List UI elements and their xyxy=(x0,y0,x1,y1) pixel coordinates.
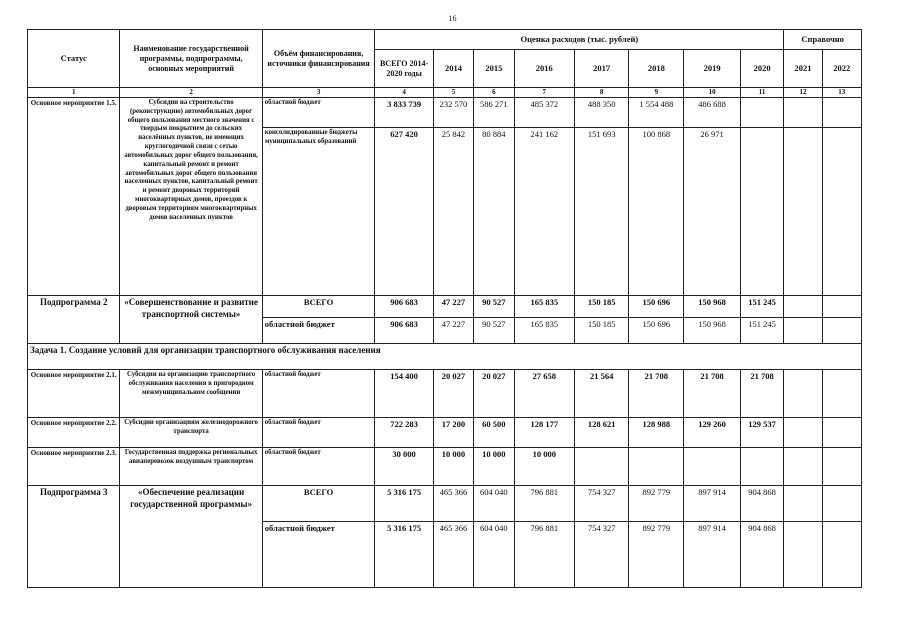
value-cell: 20 027 xyxy=(474,370,514,418)
value-cell: 128 988 xyxy=(629,418,684,448)
column-number: 6 xyxy=(474,88,514,98)
value-cell: 10 000 xyxy=(474,448,514,486)
table-row xyxy=(28,98,862,128)
value-cell xyxy=(784,418,822,448)
value-cell xyxy=(684,448,740,486)
value-cell: 47 227 xyxy=(433,296,473,318)
value-cell: 128 177 xyxy=(514,418,575,448)
row-status: Основное мероприятие 1.5. xyxy=(28,98,120,296)
column-number: 8 xyxy=(575,88,629,98)
column-number: 12 xyxy=(784,88,822,98)
column-number: 13 xyxy=(822,88,861,98)
value-cell: 151 245 xyxy=(740,296,784,318)
header-year: 2016 xyxy=(514,50,575,88)
value-cell xyxy=(784,318,822,344)
value-cell xyxy=(740,98,784,128)
value-cell xyxy=(784,486,822,522)
value-cell: 892 779 xyxy=(629,522,684,588)
value-cell xyxy=(822,318,861,344)
value-cell: 796 881 xyxy=(514,522,575,588)
column-number: 1 xyxy=(28,88,120,98)
row-name: «Обеспечение реализации государственной программы» xyxy=(120,486,262,588)
row-status: Основное мероприятие 2.1. xyxy=(28,370,120,418)
value-cell xyxy=(784,98,822,128)
value-cell: 26 971 xyxy=(684,128,740,296)
row-status: Основное мероприятие 2.2. xyxy=(28,418,120,448)
value-cell: 604 040 xyxy=(474,486,514,522)
table-row xyxy=(28,296,862,318)
header-year: 2015 xyxy=(474,50,514,88)
value-cell xyxy=(822,522,861,588)
row-name: «Совершенствование и развитие транспортной системы» xyxy=(120,296,262,344)
table-row xyxy=(28,418,862,448)
task-row xyxy=(28,344,862,370)
value-cell xyxy=(822,448,861,486)
value-cell: 232 570 xyxy=(433,98,473,128)
column-number-row xyxy=(28,88,862,98)
value-cell: 165 835 xyxy=(514,318,575,344)
value-cell: 21 564 xyxy=(575,370,629,418)
value-cell: 60 500 xyxy=(474,418,514,448)
value-cell: 488 350 xyxy=(575,98,629,128)
value-cell: 485 372 xyxy=(514,98,575,128)
value-cell: 150 185 xyxy=(575,318,629,344)
value-cell: 27 658 xyxy=(514,370,575,418)
value-cell: 150 185 xyxy=(575,296,629,318)
row-name: Субсидии организациям железнодорожного транспорта xyxy=(120,418,262,448)
value-cell xyxy=(822,418,861,448)
header-year: 2020 xyxy=(740,50,784,88)
value-cell: 25 842 xyxy=(433,128,473,296)
header-year: 2021 xyxy=(784,50,822,88)
funding-source: областной бюджет xyxy=(262,522,375,588)
funding-source: областной бюджет xyxy=(262,318,375,344)
value-cell xyxy=(740,448,784,486)
value-cell xyxy=(740,128,784,296)
column-number: 11 xyxy=(740,88,784,98)
value-cell: 17 200 xyxy=(433,418,473,448)
table-row xyxy=(28,486,862,522)
value-cell: 150 696 xyxy=(629,296,684,318)
value-cell xyxy=(822,486,861,522)
header-volume: Объём финансирования, источники финансирования xyxy=(262,30,375,88)
funding-source: областной бюджет xyxy=(262,418,375,448)
row-name: Субсидии на строительство (реконструкцию) автомобильных дорог общего пользования местного значения с твердым покрытием до сельских населённых пунктов, не имеющих круглогодичной связи с сетью автомобильных дорог общего пользования, капитальный ремонт и ремонт автомобильных дорог общего пользования населенных пунктов, капитальный ремонт и ремонт дворовых территорий многоквартирных домов, проездов к дворовым территориям многоквартирных домов населенных пунктов xyxy=(120,98,262,296)
value-cell: 100 868 xyxy=(629,128,684,296)
header-total: ВСЕГО 2014-2020 годы xyxy=(375,50,433,88)
value-cell: 10 000 xyxy=(433,448,473,486)
value-total: 627 420 xyxy=(375,128,433,296)
value-cell: 486 688 xyxy=(684,98,740,128)
value-cell: 150 968 xyxy=(684,296,740,318)
value-cell: 897 914 xyxy=(684,522,740,588)
value-cell: 165 835 xyxy=(514,296,575,318)
funding-source: областной бюджет xyxy=(262,98,375,128)
header-name: Наименование государственной программы, подпрограммы, основных мероприятий xyxy=(120,30,262,88)
value-cell: 1 554 488 xyxy=(629,98,684,128)
header-year: 2022 xyxy=(822,50,861,88)
funding-source: ВСЕГО xyxy=(262,486,375,522)
row-status: Подпрограмма 2 xyxy=(28,296,120,344)
row-status: Подпрограмма 3 xyxy=(28,486,120,588)
column-number: 2 xyxy=(120,88,262,98)
value-cell xyxy=(822,98,861,128)
value-cell: 151 693 xyxy=(575,128,629,296)
value-cell: 150 696 xyxy=(629,318,684,344)
value-cell: 586 271 xyxy=(474,98,514,128)
value-cell: 129 537 xyxy=(740,418,784,448)
value-cell: 904 868 xyxy=(740,522,784,588)
value-cell: 796 881 xyxy=(514,486,575,522)
value-cell xyxy=(784,522,822,588)
budget-table xyxy=(27,29,862,588)
value-cell xyxy=(784,370,822,418)
column-number: 10 xyxy=(684,88,740,98)
value-total: 5 316 175 xyxy=(375,486,433,522)
value-total: 3 833 739 xyxy=(375,98,433,128)
value-cell: 151 245 xyxy=(740,318,784,344)
value-cell: 21 708 xyxy=(684,370,740,418)
value-cell: 90 527 xyxy=(474,296,514,318)
header-year: 2017 xyxy=(575,50,629,88)
header-year: 2014 xyxy=(433,50,473,88)
value-cell: 90 527 xyxy=(474,318,514,344)
header-year: 2019 xyxy=(684,50,740,88)
header-status: Статус xyxy=(28,30,120,88)
header-estimate: Оценка расходов (тыс. рублей) xyxy=(375,30,784,50)
row-status: Основное мероприятие 2.3. xyxy=(28,448,120,486)
header-year: 2018 xyxy=(629,50,684,88)
table-row xyxy=(28,448,862,486)
value-cell: 150 968 xyxy=(684,318,740,344)
value-cell: 129 260 xyxy=(684,418,740,448)
column-number: 4 xyxy=(375,88,433,98)
column-number: 9 xyxy=(629,88,684,98)
value-cell: 47 227 xyxy=(433,318,473,344)
funding-source: областной бюджет xyxy=(262,448,375,486)
value-total: 5 316 175 xyxy=(375,522,433,588)
column-number: 3 xyxy=(262,88,375,98)
value-cell: 465 366 xyxy=(433,486,473,522)
value-cell xyxy=(784,128,822,296)
value-cell: 21 708 xyxy=(629,370,684,418)
value-cell: 241 162 xyxy=(514,128,575,296)
value-cell: 754 327 xyxy=(575,486,629,522)
value-total: 30 000 xyxy=(375,448,433,486)
value-cell: 897 914 xyxy=(684,486,740,522)
value-total: 722 283 xyxy=(375,418,433,448)
value-cell: 20 027 xyxy=(433,370,473,418)
value-cell: 604 040 xyxy=(474,522,514,588)
value-total: 154 400 xyxy=(375,370,433,418)
value-cell: 904 868 xyxy=(740,486,784,522)
value-cell: 892 779 xyxy=(629,486,684,522)
row-name: Государственная поддержка региональных авиаперевозок воздушным транспортом xyxy=(120,448,262,486)
row-name: Субсидии на организацию транспортного обслуживания населения в пригородном межмуниципальном сообщении xyxy=(120,370,262,418)
value-cell: 10 000 xyxy=(514,448,575,486)
value-total: 906 683 xyxy=(375,318,433,344)
column-number: 5 xyxy=(433,88,473,98)
funding-source: областной бюджет xyxy=(262,370,375,418)
value-cell: 754 327 xyxy=(575,522,629,588)
value-cell: 80 884 xyxy=(474,128,514,296)
value-cell xyxy=(629,448,684,486)
header-reference: Справочно xyxy=(784,30,862,50)
task-title: Задача 1. Создание условий для организации транспортного обслуживания населения xyxy=(28,344,862,370)
value-total: 906 683 xyxy=(375,296,433,318)
funding-source: консолидированные бюджеты муниципальных образований xyxy=(262,128,375,296)
value-cell: 21 708 xyxy=(740,370,784,418)
value-cell xyxy=(822,370,861,418)
value-cell xyxy=(822,296,861,318)
value-cell: 128 621 xyxy=(575,418,629,448)
value-cell xyxy=(822,128,861,296)
table-row xyxy=(28,370,862,418)
value-cell xyxy=(784,448,822,486)
value-cell xyxy=(575,448,629,486)
value-cell xyxy=(784,296,822,318)
column-number: 7 xyxy=(514,88,575,98)
value-cell: 465 366 xyxy=(433,522,473,588)
funding-source: ВСЕГО xyxy=(262,296,375,318)
page-number: 16 xyxy=(448,14,457,23)
